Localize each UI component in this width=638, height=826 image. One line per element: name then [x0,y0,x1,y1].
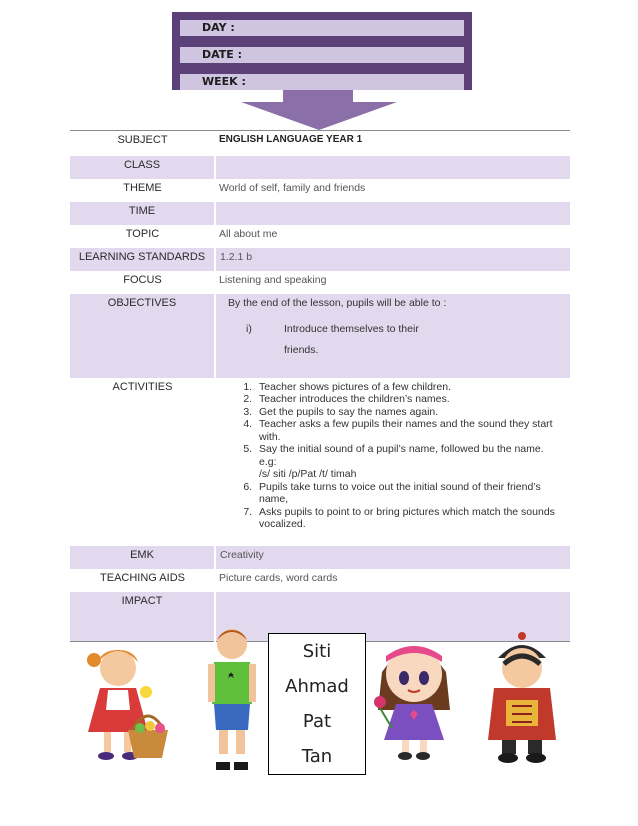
objective-text-line2: friends. [284,343,319,356]
time-value [215,202,570,225]
name-card-item: Tan [301,746,333,767]
girl-with-flower-illustration [368,632,460,764]
emk-row [70,546,570,569]
activities-value [215,378,570,546]
down-arrow-head-icon [241,102,397,130]
activity-item: 2. Teacher introduces the children’s names. [255,393,566,406]
objective-marker: i) [246,322,252,335]
focus-value: Listening and speaking [219,273,327,286]
learning-standards-row [70,248,570,271]
objectives-value [215,294,570,378]
subject-row [70,131,570,156]
activity-item: 1. Teacher shows pictures of a few children. [255,381,566,394]
down-arrow-icon [283,90,353,102]
time-label: TIME [70,202,215,225]
week-field: WEEK : [180,74,464,90]
emk-label: EMK [70,546,215,569]
objectives-label: OBJECTIVES [70,294,215,378]
theme-row [70,179,570,202]
objectives-intro: By the end of the lesson, pupils will be able to : [228,296,447,309]
learning-standards-label: LEARNING STANDARDS [70,248,215,271]
subject-label: SUBJECT [70,131,215,156]
activity-example: /s/ siti /p/Pat /t/ timah [259,468,357,480]
teaching-aids-label: TEACHING AIDS [100,571,185,584]
name-card-item: Pat [302,711,332,732]
theme-value: World of self, family and friends [219,181,366,194]
topic-row [70,225,570,248]
activity-item: 7. Asks pupils to point to or bring pictures which match the sounds vocalized. [255,506,566,531]
date-field: DATE : [180,47,464,63]
subject-value: ENGLISH LANGUAGE YEAR 1 [215,131,570,156]
boy-in-traditional-costume-illustration [482,630,562,768]
activities-label: ACTIVITIES [112,380,173,393]
class-row [70,156,570,179]
focus-label: FOCUS [123,273,162,286]
boy-illustration [206,622,258,774]
girl-with-basket-illustration [78,640,178,770]
teaching-aids-value: Picture cards, word cards [219,571,338,584]
activity-item [255,443,566,481]
objective-item [228,323,566,356]
activity-text: Say the initial sound of a pupil’s name, followed bu the name. [259,443,544,455]
activity-item: 3. Get the pupils to say the names again. [255,406,566,419]
learning-standards-value: 1.2.1 b [215,248,570,271]
activity-example-label: e.g: [259,455,277,468]
topic-value: All about me [219,227,278,240]
focus-row [70,271,570,294]
activities-list [219,381,566,531]
date-header-box [172,12,472,90]
activities-row [70,378,570,546]
emk-value: Creativity [215,546,570,569]
name-card-item: Siti [302,641,332,662]
day-field: DAY : [180,20,464,36]
class-value [215,156,570,179]
lesson-plan-table [70,130,570,642]
objective-text-line1: Introduce themselves to their [284,322,419,335]
class-label: CLASS [70,156,215,179]
impact-label: IMPACT [70,592,215,642]
time-row [70,202,570,225]
teaching-aids-row [70,569,570,592]
topic-label: TOPIC [125,227,160,240]
activity-item: 4. Teacher asks a few pupils their names and the sound they start with. [255,418,566,443]
names-word-card [268,633,366,775]
theme-label: THEME [123,181,162,194]
name-card-item: Ahmad [285,676,349,697]
objectives-row [70,294,570,378]
activity-item: 6. Pupils take turns to voice out the initial sound of their friend’s name, [255,481,566,506]
